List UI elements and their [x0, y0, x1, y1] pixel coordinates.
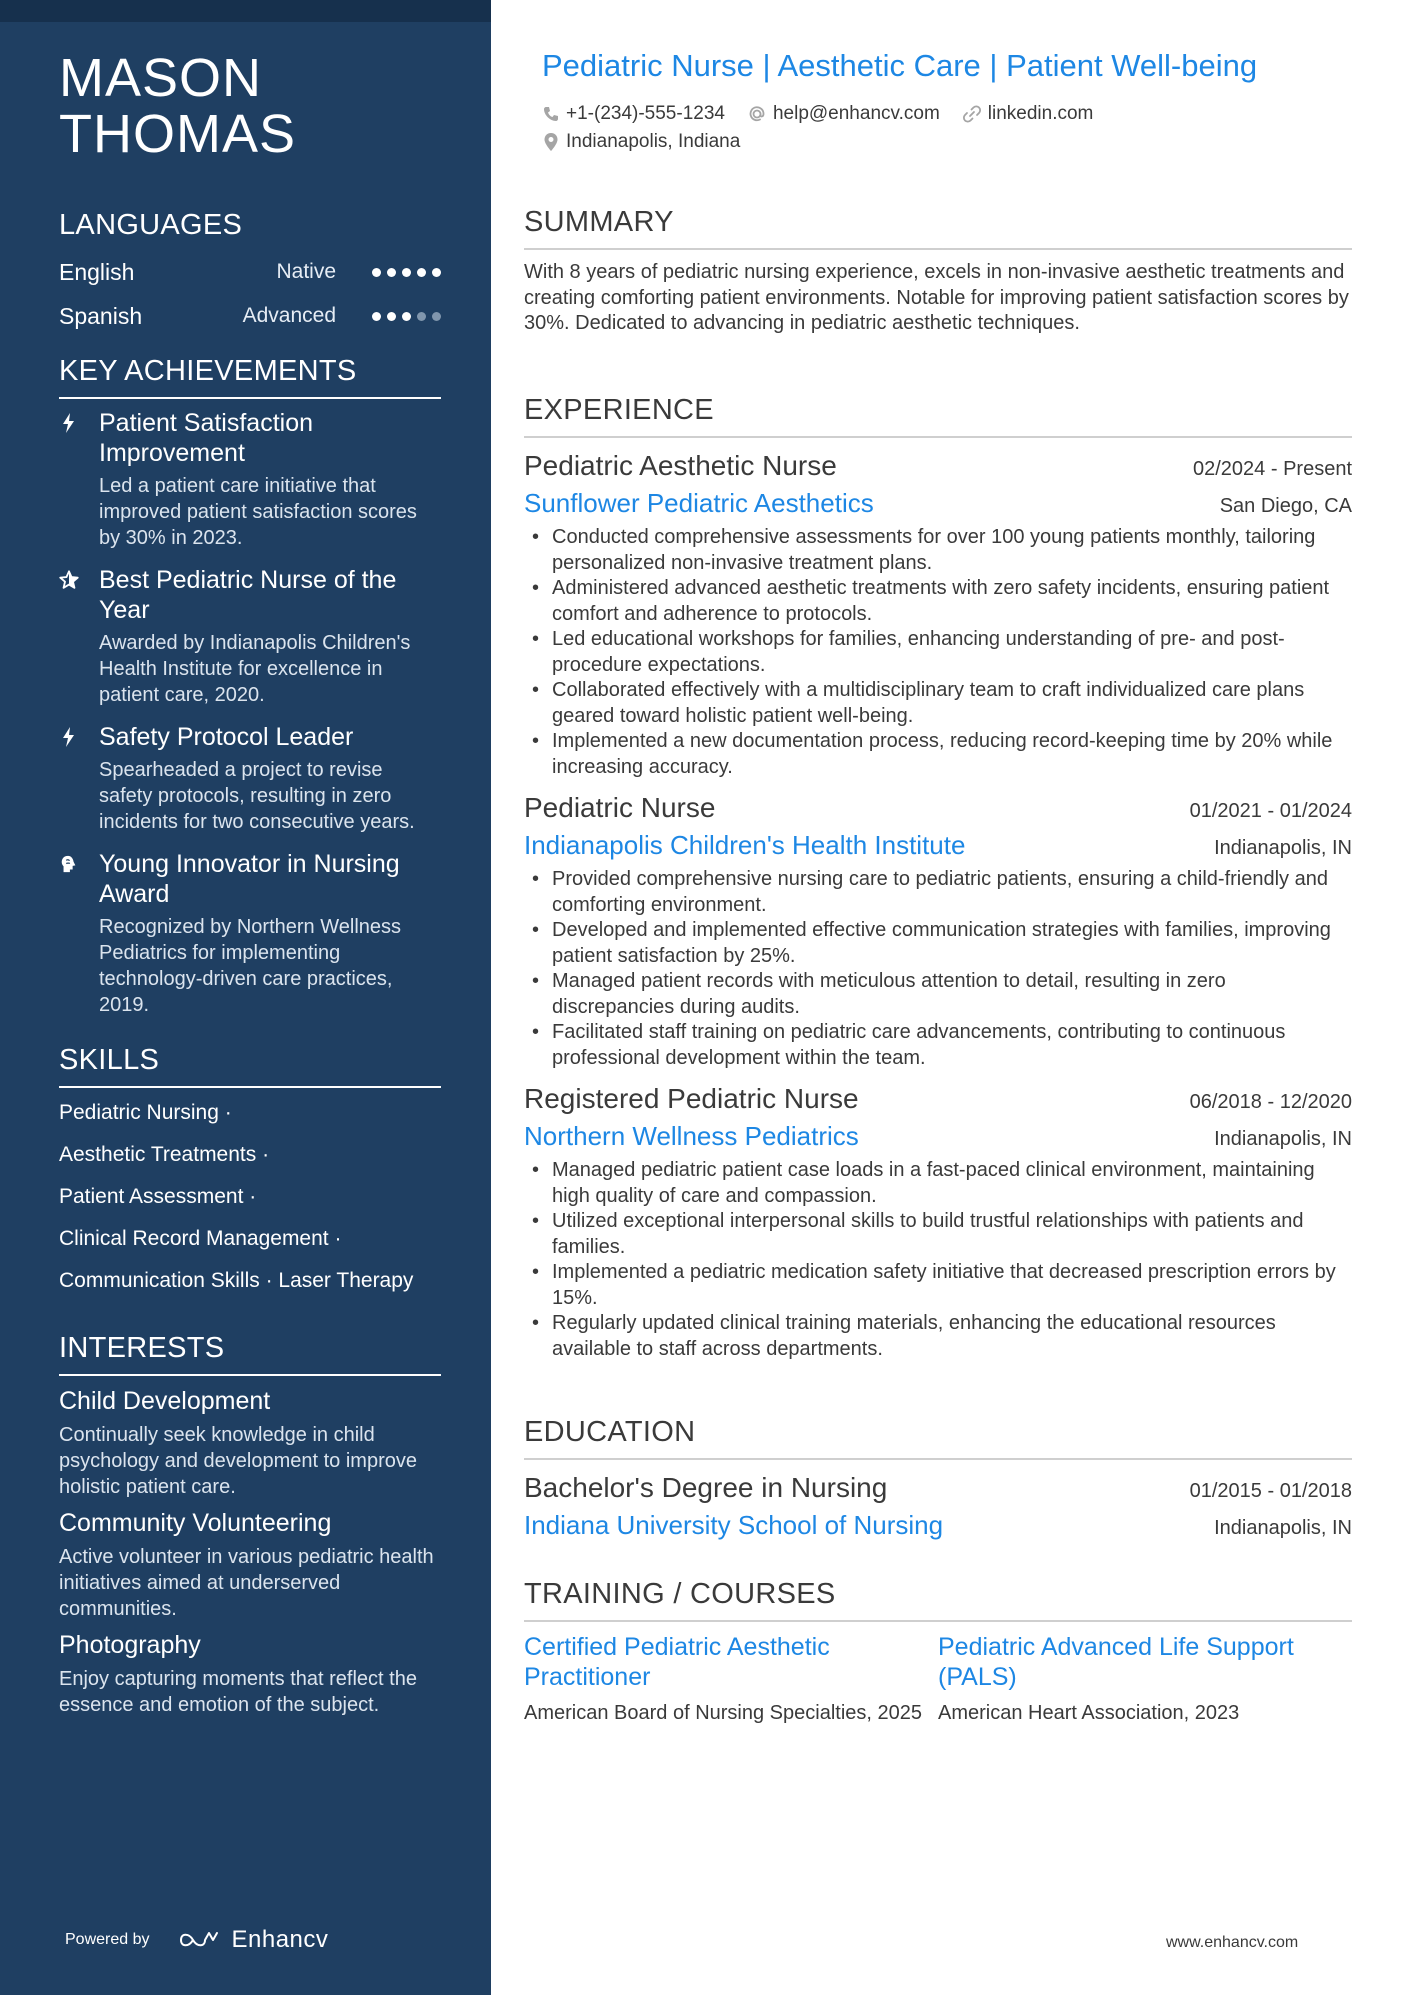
job-location: San Diego, CA [1219, 495, 1352, 517]
job-title: Registered Pediatric Nurse [524, 1083, 859, 1114]
achievement-title: Young Innovator in Nursing Award [99, 850, 400, 908]
summary-text: With 8 years of pediatric nursing experience, excels in non-invasive aesthetic treatments and creating comforting patient environments. Notable for improving patient satisfaction scores by 30%. Dedicated to advancing in pediatric aesthetic techniques. [524, 261, 1349, 334]
skill-item: Clinical Record Management · [59, 1227, 342, 1250]
language-proficiency-dots [372, 268, 441, 277]
dot-filled [372, 312, 381, 321]
achievement-item [59, 408, 441, 551]
phone-icon [542, 105, 560, 123]
bullet-item: • Managed pediatric patient case loads in a fast-paced clinical environment, maintaining high quality of care and compassion. [524, 1158, 1352, 1209]
education-location: Indianapolis, IN [1214, 1517, 1352, 1539]
school: Indiana University School of Nursing [524, 1510, 944, 1540]
bullet-item: • Conducted comprehensive assessments for over 100 young patients monthly, tailoring personalized non-invasive treatment plans. [524, 525, 1352, 576]
education-date: 01/2015 - 01/2018 [1189, 1480, 1352, 1502]
achievement-title: Best Pediatric Nurse of the Year [99, 566, 397, 624]
website-link[interactable]: www.enhancv.com [1166, 1934, 1299, 1951]
candidate-name: MASON THOMAS [59, 48, 297, 164]
dot-filled [432, 268, 441, 277]
bullet-item: • Provided comprehensive nursing care to pediatric patients, ensuring a child-friendly and comforting environment. [524, 867, 1352, 918]
experience-section [524, 394, 1352, 1362]
job-bullets [524, 867, 1352, 1071]
dot-filled [402, 268, 411, 277]
bullet-item: • Implemented a pediatric medication safety initiative that decreased prescription errors by 15%. [524, 1260, 1352, 1311]
course-org: American Board of Nursing Specialties, 2025 [524, 1702, 922, 1724]
contact-phone[interactable]: +1-(234)-555-1234 [542, 103, 725, 125]
skill-item: Aesthetic Treatments · [59, 1143, 270, 1166]
job-company: Indianapolis Children's Health Institute [524, 830, 966, 860]
job-entry [524, 450, 1352, 780]
education-entry [524, 1472, 1352, 1541]
contact-info [542, 100, 1115, 156]
job-company: Sunflower Pediatric Aesthetics [524, 488, 874, 518]
achievement-title: Patient Satisfaction Improvement [99, 409, 314, 467]
bullet-item: • Led educational workshops for families, enhancing understanding of pre- and post-procedure expectations. [524, 627, 1352, 678]
education-heading: EDUCATION [524, 1416, 1352, 1460]
bullet-item: • Collaborated effectively with a multidisciplinary team to craft individualized care plans geared toward holistic patient well-being. [524, 678, 1352, 729]
achievement-item [59, 565, 441, 708]
skills-heading: SKILLS [59, 1044, 441, 1088]
job-bullets [524, 525, 1352, 780]
interest-desc: Active volunteer in various pediatric health initiatives aimed at underserved communities. [59, 1546, 434, 1620]
contact-link[interactable]: linkedin.com [962, 103, 1094, 125]
job-date: 01/2021 - 01/2024 [1189, 800, 1352, 822]
course-item [524, 1632, 938, 1726]
summary-heading: SUMMARY [524, 206, 1352, 250]
dot-filled [387, 312, 396, 321]
skills-section [59, 1044, 441, 1302]
job-entry [524, 1083, 1352, 1362]
interests-heading: INTERESTS [59, 1332, 441, 1376]
languages-section [59, 209, 441, 338]
languages-heading: LANGUAGES [59, 209, 243, 241]
language-level: Native [276, 260, 336, 283]
language-name: English [59, 258, 135, 285]
location-pin-icon [542, 132, 560, 152]
enhancv-logo-icon [178, 1929, 222, 1951]
achievement-desc: Awarded by Indianapolis Children's Health Institute for excellence in patient care, 2020. [99, 632, 411, 706]
training-heading: TRAINING / COURSES [524, 1578, 1352, 1622]
star-icon [59, 565, 99, 708]
enhancv-brand: Enhancv [231, 1926, 329, 1953]
lightning-icon [59, 408, 99, 551]
bullet-item: • Managed patient records with meticulous attention to detail, resulting in zero discrepancies during audits. [524, 969, 1352, 1020]
sidebar-top-band [0, 0, 491, 22]
powered-by [65, 1926, 328, 1954]
bullet-item: • Facilitated staff training on pediatric care advancements, contributing to continuous professional development within the team. [524, 1020, 1352, 1071]
achievement-desc: Led a patient care initiative that improved patient satisfaction scores by 30% in 2023. [99, 475, 417, 549]
job-location: Indianapolis, IN [1214, 837, 1352, 859]
job-title: Pediatric Nurse [524, 792, 716, 823]
bullet-item: • Developed and implemented effective communication strategies with families, improving patient satisfaction by 25%. [524, 918, 1352, 969]
skill-item: Communication Skills · Laser Therapy [59, 1269, 414, 1292]
link-icon [962, 104, 982, 124]
bullet-item: • Utilized exceptional interpersonal skills to build trustful relationships with patients and families. [524, 1209, 1352, 1260]
job-date: 02/2024 - Present [1193, 458, 1352, 480]
bullet-item: • Administered advanced aesthetic treatments with zero safety incidents, ensuring patient comfort and adherence to protocols. [524, 576, 1352, 627]
interest-title: Community Volunteering [59, 1509, 332, 1537]
job-title: Pediatric Aesthetic Nurse [524, 450, 837, 481]
experience-heading: EXPERIENCE [524, 394, 1352, 438]
achievements-heading: KEY ACHIEVEMENTS [59, 355, 441, 399]
education-section [524, 1416, 1352, 1541]
dot-filled [372, 268, 381, 277]
achievement-item [59, 722, 441, 835]
brain-icon [59, 849, 99, 1018]
language-item [59, 294, 441, 338]
bullet-item: • Implemented a new documentation process, reducing record-keeping time by 20% while increasing accuracy. [524, 729, 1352, 780]
lightning-icon [59, 722, 99, 835]
interest-title: Photography [59, 1631, 201, 1659]
job-bullets [524, 1158, 1352, 1362]
course-org: American Heart Association, 2023 [938, 1702, 1240, 1724]
language-name: Spanish [59, 302, 143, 329]
bullet-item: • Regularly updated clinical training materials, enhancing the educational resources available to staff across departments. [524, 1311, 1352, 1362]
interest-desc: Continually seek knowledge in child psychology and development to improve holistic patient care. [59, 1424, 417, 1498]
dot-filled [402, 312, 411, 321]
dot-empty [432, 312, 441, 321]
degree: Bachelor's Degree in Nursing [524, 1472, 888, 1503]
powered-by-label: Powered by [65, 1931, 150, 1948]
interests-section [59, 1332, 441, 1718]
skill-item: Pediatric Nursing · [59, 1101, 232, 1124]
summary-section [524, 206, 1352, 337]
achievement-title: Safety Protocol Leader [99, 723, 354, 751]
interest-desc: Enjoy capturing moments that reflect the essence and emotion of the subject. [59, 1668, 417, 1716]
achievement-item [59, 849, 441, 1018]
dot-filled [417, 268, 426, 277]
language-level: Advanced [242, 304, 336, 327]
skill-item: Patient Assessment · [59, 1185, 257, 1208]
at-icon [747, 104, 767, 124]
headline-tagline: Pediatric Nurse | Aesthetic Care | Patient Well-being [542, 48, 1258, 83]
job-company: Northern Wellness Pediatrics [524, 1121, 859, 1151]
achievements-section [59, 355, 441, 1018]
job-location: Indianapolis, IN [1214, 1128, 1352, 1150]
training-section [524, 1578, 1352, 1726]
dot-empty [417, 312, 426, 321]
course-item [938, 1632, 1352, 1726]
course-title: Certified Pediatric Aesthetic Practitioner [524, 1633, 830, 1691]
interest-title: Child Development [59, 1387, 271, 1415]
achievement-desc: Recognized by Northern Wellness Pediatrics for implementing technology-driven care practices, 2019. [99, 916, 402, 1016]
language-item [59, 250, 441, 294]
sidebar [0, 0, 491, 1995]
dot-filled [387, 268, 396, 277]
language-proficiency-dots [372, 312, 441, 321]
contact-location: Indianapolis, Indiana [542, 131, 740, 153]
contact-email[interactable]: help@enhancv.com [747, 103, 940, 125]
job-entry [524, 792, 1352, 1071]
job-date: 06/2018 - 12/2020 [1189, 1091, 1352, 1113]
course-title: Pediatric Advanced Life Support (PALS) [938, 1633, 1294, 1691]
achievement-desc: Spearheaded a project to revise safety protocols, resulting in zero incidents for two consecutive years. [99, 759, 415, 833]
enhancv-logo[interactable] [178, 1926, 329, 1954]
